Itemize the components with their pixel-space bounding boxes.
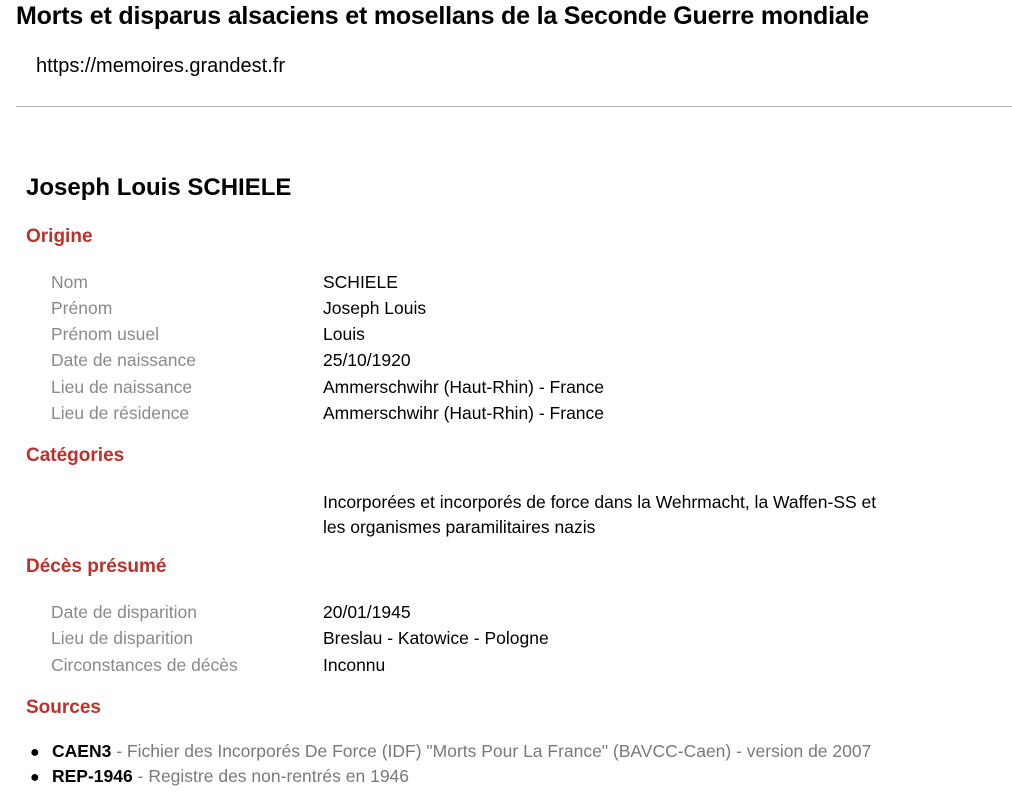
- section-heading-categories: Catégories: [26, 445, 125, 466]
- label-lieu-disparition: Lieu de disparition: [51, 628, 194, 648]
- bullet-icon: ●: [30, 744, 40, 761]
- site-title: Morts et disparus alsaciens et mosellans de la Seconde Guerre mondiale: [16, 2, 869, 30]
- label-date-naissance: Date de naissance: [51, 350, 196, 370]
- value-date-disparition: 20/01/1945: [323, 602, 411, 622]
- value-lieu-naissance: Ammerschwihr (Haut-Rhin) - France: [323, 377, 605, 397]
- source-description: Fichier des Incorporés De Force (IDF) "Morts Pour La France" (BAVCC-Caen) - version de 2007: [126, 741, 872, 761]
- label-nom: Nom: [51, 272, 88, 292]
- label-circonstances-deces: Circonstances de décès: [51, 655, 238, 675]
- category-value: Incorporées et incorporés de force dans la Wehrmacht, la Waffen-SS et les organismes paramilitaires nazis: [323, 492, 877, 537]
- value-prenom-usuel: Louis: [323, 324, 365, 344]
- section-heading-deces: Décès présumé: [26, 556, 167, 577]
- value-lieu-disparition: Breslau - Katowice - Pologne: [323, 628, 549, 648]
- value-circonstances-deces: Inconnu: [323, 655, 386, 675]
- source-code: REP-1946: [52, 766, 133, 786]
- source-item: [30, 740, 871, 765]
- bullet-icon: ●: [30, 769, 40, 786]
- value-nom: SCHIELE: [323, 272, 398, 292]
- label-lieu-residence: Lieu de résidence: [51, 403, 190, 423]
- site-url-link[interactable]: https://memoires.grandest.fr: [36, 55, 285, 77]
- source-description: Registre des non-rentrés en 1946: [148, 766, 410, 786]
- label-date-disparition: Date de disparition: [51, 602, 197, 622]
- value-lieu-residence: Ammerschwihr (Haut-Rhin) - France: [323, 403, 605, 423]
- person-name: Joseph Louis SCHIELE: [26, 174, 292, 201]
- source-item: [30, 765, 871, 790]
- label-prenom-usuel: Prénom usuel: [51, 324, 159, 344]
- source-separator: -: [111, 741, 127, 761]
- label-lieu-naissance: Lieu de naissance: [51, 377, 193, 397]
- section-heading-sources: Sources: [26, 697, 101, 718]
- section-heading-origine: Origine: [26, 226, 93, 247]
- value-date-naissance: 25/10/1920: [323, 350, 411, 370]
- value-prenom: Joseph Louis: [323, 298, 427, 318]
- header-divider: [16, 106, 1012, 107]
- source-code: CAEN3: [52, 741, 112, 761]
- sources-list: [30, 740, 871, 790]
- source-separator: -: [132, 766, 149, 786]
- label-prenom: Prénom: [51, 298, 113, 318]
